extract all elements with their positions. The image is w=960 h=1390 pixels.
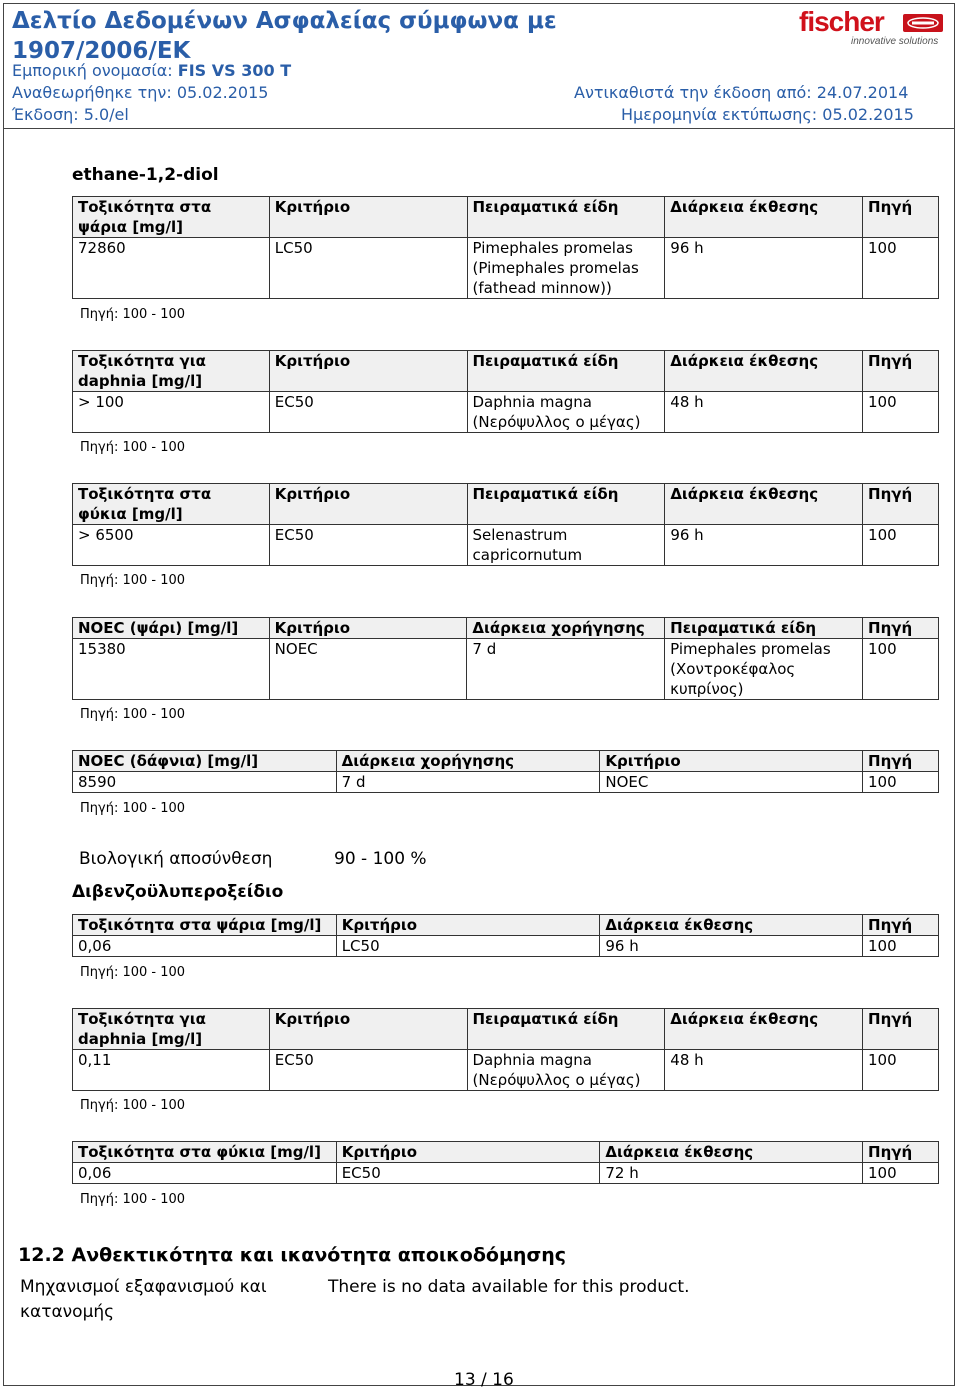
- mechanism-label: Μηχανισμοί εξαφανισμού και κατανομής: [20, 1277, 267, 1322]
- table-row: 8590 7 d NOEC 100: [73, 772, 939, 793]
- print-date: Ημερομηνία εκτύπωσης: 05.02.2015: [621, 105, 914, 124]
- table-row: 0,06 LC50 96 h 100: [73, 936, 939, 957]
- fischer-logo: fischer innovative solutions: [799, 10, 949, 50]
- document-page: [3, 3, 955, 1390]
- replaces-version: Αντικαθιστά την έκδοση από: 24.07.2014: [574, 83, 909, 102]
- table-row: 15380 NOEC 7 d Pimephales promelas (Χοντροκέφαλος κυπρίνος) 100: [73, 639, 939, 700]
- table-row: > 6500 EC50 Selenastrum capricornutum 96 h 100: [73, 525, 939, 566]
- fish-toxicity-table: [72, 914, 939, 957]
- daphnia-toxicity-table: [72, 350, 939, 433]
- version: Έκδοση: 5.0/el: [12, 105, 129, 124]
- source-note: Πηγή: 100 - 100: [80, 573, 186, 588]
- algae-toxicity-table: [72, 1141, 939, 1184]
- noec-daphnia-table: [72, 750, 939, 793]
- biodegradation-value: 90 - 100 %: [334, 849, 427, 869]
- source-note: Πηγή: 100 - 100: [80, 1192, 186, 1207]
- table-header-row: Τοξικότητα για daphnia [mg/l] Κριτήριο Πειραματικά είδη Διάρκεια έκθεσης Πηγή: [73, 1009, 939, 1050]
- source-note: Πηγή: 100 - 100: [80, 965, 186, 980]
- table-header-row: Τοξικότητα για daphnia [mg/l] Κριτήριο Πειραματικά είδη Διάρκεια έκθεσης Πηγή: [73, 351, 939, 392]
- table-header-row: Τοξικότητα στα φύκια [mg/l] Κριτήριο Πειραματικά είδη Διάρκεια έκθεσης Πηγή: [73, 484, 939, 525]
- biodegradation: [79, 847, 427, 871]
- revised-date: Αναθεωρήθηκε την: 05.02.2015: [12, 83, 269, 102]
- table-header-row: NOEC (ψάρι) [mg/l] Κριτήριο Διάρκεια χορήγησης Πειραματικά είδη Πηγή: [73, 618, 939, 639]
- table-row: 72860 LC50 Pimephales promelas (Pimephales promelas (fathead minnow)) 96 h 100: [73, 238, 939, 299]
- noec-fish-table: [72, 617, 939, 700]
- source-note: Πηγή: 100 - 100: [80, 707, 186, 722]
- daphnia-toxicity-table: [72, 1008, 939, 1091]
- table-header-row: Τοξικότητα στα ψάρια [mg/l] Κριτήριο Διάρκεια έκθεσης Πηγή: [73, 915, 939, 936]
- source-note: Πηγή: 100 - 100: [80, 440, 186, 455]
- biodegradation-label: Βιολογική αποσύνθεση: [79, 849, 273, 869]
- title-line-2: 1907/2006/ΕΚ: [12, 38, 191, 64]
- source-note: Πηγή: 100 - 100: [80, 1098, 186, 1113]
- section-12-2-heading: 12.2 Ανθεκτικότητα και ικανότητα αποικοδόμησης: [18, 1244, 567, 1266]
- sds-header: [4, 4, 954, 129]
- source-note: Πηγή: 100 - 100: [80, 801, 186, 816]
- document-title: [12, 6, 652, 66]
- page-number: 13 / 16: [454, 1370, 514, 1390]
- fischer-badge-icon: [903, 14, 943, 32]
- table-header-row: Τοξικότητα στα ψάρια [mg/l] Κριτήριο Πειραματικά είδη Διάρκεια έκθεσης Πηγή: [73, 197, 939, 238]
- table-header-row: NOEC (δάφνια) [mg/l] Διάρκεια χορήγησης Κριτήριο Πηγή: [73, 751, 939, 772]
- mechanism-value: There is no data available for this product.: [328, 1277, 690, 1297]
- trade-name: Εμπορική ονομασία: FIS VS 300 T: [12, 61, 292, 80]
- table-header-row: Τοξικότητα στα φύκια [mg/l] Κριτήριο Διάρκεια έκθεσης Πηγή: [73, 1142, 939, 1163]
- source-note: Πηγή: 100 - 100: [80, 307, 186, 322]
- algae-toxicity-table: [72, 483, 939, 566]
- title-line-1: Δελτίο Δεδομένων Ασφαλείας σύμφωνα με: [12, 8, 557, 34]
- table-row: > 100 EC50 Daphnia magna (Νερόψυλλος ο μέγας) 48 h 100: [73, 392, 939, 433]
- table-row: 0,06 EC50 72 h 100: [73, 1163, 939, 1184]
- table-row: 0,11 EC50 Daphnia magna (Νερόψυλλος ο μέγας) 48 h 100: [73, 1050, 939, 1091]
- fish-toxicity-table: [72, 196, 939, 299]
- substance-name: Διβενζοϋλυπεροξείδιο: [72, 882, 284, 902]
- substance-name: ethane-1,2-diol: [72, 165, 219, 185]
